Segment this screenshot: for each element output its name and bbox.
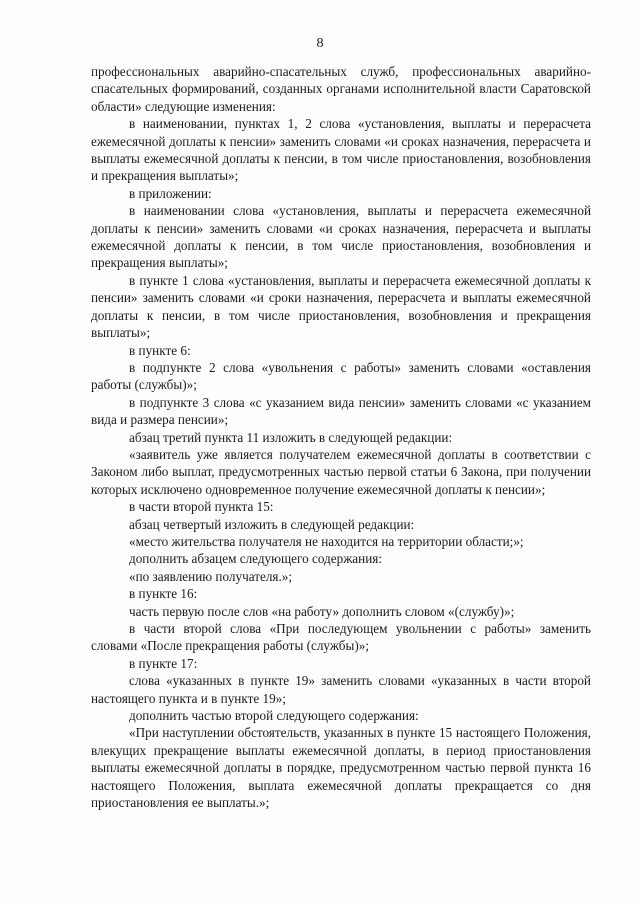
paragraph-item-15-text: «место жительства получателя не находится на территории области;»; bbox=[129, 533, 524, 549]
paragraph-intro: профессиональных аварийно-спасательных служб, профессиональных аварийно-спасательных формирований, созданных органами исполнительной власти Саратовской области» следующие изменения: bbox=[91, 64, 591, 114]
paragraph-item-16-part-2: в части второй слова «При последующем увольнении с работы» заменить словами «После прекращения работы (службы)»; bbox=[91, 621, 591, 654]
paragraph-title-amendment: в наименовании, пунктах 1, 2 слова «установления, выплаты и перерасчета ежемесячной доплаты к пенсии» заменить словами «и сроках назначения, перерасчета и выплаты ежемесячной доплаты к пенсии, в том числе приостановления, возобновления и прекращения выплаты»; bbox=[91, 116, 591, 184]
paragraph-item-17-add-text: «При наступлении обстоятельств, указанных в пункте 15 настоящего Положения, влекущих прекращение выплаты ежемесячной доплаты, в период приостановления выплаты ежемесячной доплаты в порядке, предусмотренном частью первой пункта 16 настоящего Положения, выплата ежемесячной доплаты прекращается со дня приостановления ее выплаты.»; bbox=[91, 725, 591, 811]
paragraph-item-1: в пункте 1 слова «установления, выплаты и перерасчета ежемесячной доплаты к пенсии» заменить словами «и сроки назначения, перерасчета и выплаты ежемесячной доплаты к пенсии, в том числе приостановления, возобновления и прекращения выплаты»; bbox=[91, 272, 591, 341]
paragraph-item-15-add: дополнить абзацем следующего содержания: bbox=[129, 551, 383, 567]
paragraph-appendix-heading: в приложении: bbox=[129, 185, 212, 201]
paragraph-item-15-abzac: абзац четвертый изложить в следующей редакции: bbox=[129, 516, 415, 532]
paragraph-item-15-add-text: «по заявлению получателя.»; bbox=[129, 568, 293, 584]
paragraph-item-16-heading: в пункте 16: bbox=[129, 586, 198, 602]
paragraph-item-6-sub-2: в подпункте 2 слова «увольнения с работы» заменить словами «оставления работы (службы)»; bbox=[91, 359, 591, 393]
document-body bbox=[91, 63, 591, 811]
paragraph-item-15-heading: в части второй пункта 15: bbox=[129, 499, 274, 515]
paragraph-item-6-sub-3: в подпункте 3 слова «с указанием вида пенсии» заменить словами «с указанием вида и размера пенсии»; bbox=[91, 394, 591, 428]
paragraph-item-17-words: слова «указанных в пункте 19» заменить словами «указанных в части второй настоящего пункта и в пункте 19»; bbox=[91, 673, 591, 706]
paragraph-item-6-heading: в пункте 6: bbox=[129, 342, 191, 358]
paragraph-item-17-heading: в пункте 17: bbox=[129, 655, 198, 671]
paragraph-item-17-add: дополнить частью второй следующего содержания: bbox=[129, 708, 419, 724]
paragraph-item-11-heading: абзац третий пункта 11 изложить в следующей редакции: bbox=[129, 429, 453, 445]
page-number: 8 bbox=[316, 36, 324, 51]
paragraph-appendix-title: в наименовании слова «установления, выплаты и перерасчета ежемесячной доплаты к пенсии» заменить словами «и сроках назначения, перерасчета и выплаты ежемесячной доплаты к пенсии, в том числе приостановления, возобновления и прекращения выплаты»; bbox=[91, 203, 591, 271]
paragraph-item-16-part-1: часть первую после слов «на работу» дополнить словом «(службу)»; bbox=[129, 603, 515, 619]
paragraph-item-11-text: «заявитель уже является получателем ежемесячной доплаты в соответствии с Законом либо выплат, предусмотренных частью первой статьи 6 Закона, при получении которых исключено одновременное получение ежемесячной доплаты к пенсии»; bbox=[91, 446, 591, 497]
